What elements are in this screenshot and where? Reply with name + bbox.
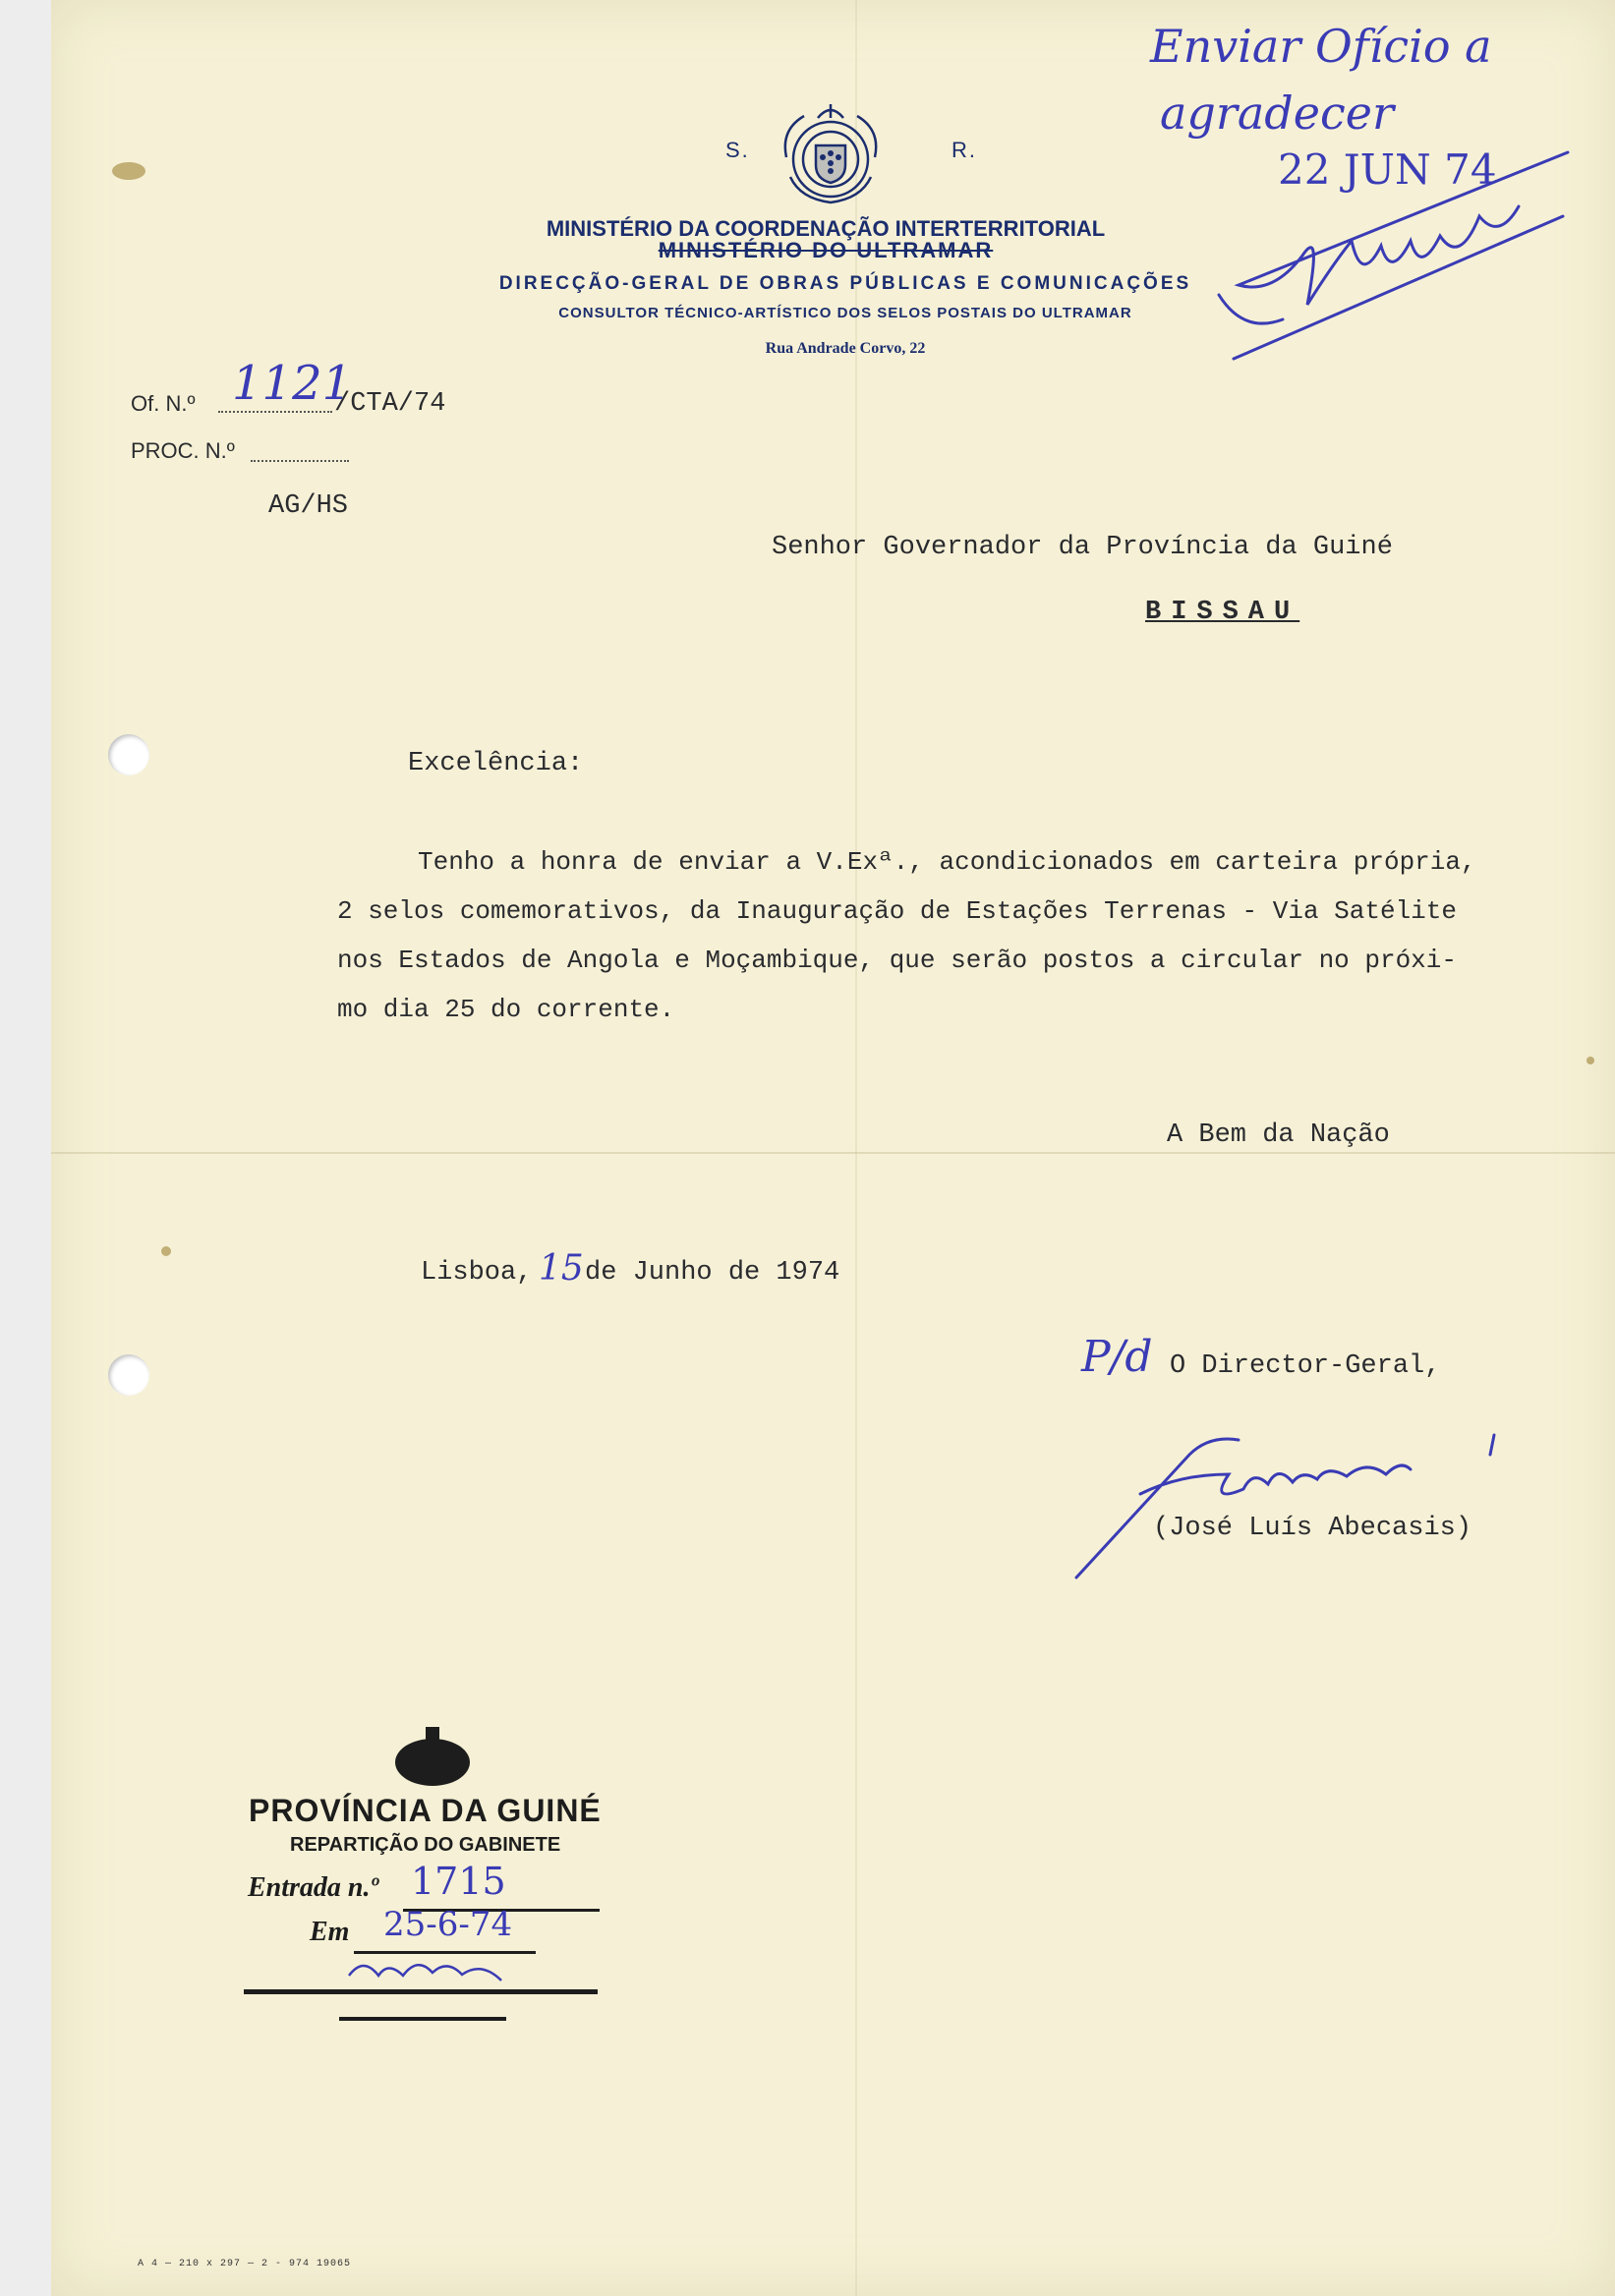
r-label: R. [952, 138, 977, 162]
of-number-suffix: /CTA/74 [334, 389, 446, 419]
ministry-struck-name: MINISTÉRIO DO ULTRAMAR [658, 238, 994, 262]
stamp-rule-long [244, 1989, 598, 1994]
salutation: Excelência: [408, 749, 584, 778]
s-label: S. [725, 138, 750, 162]
date-place: Lisboa, [421, 1258, 533, 1288]
director-title: O Director-Geral, [1170, 1351, 1441, 1381]
director-signature [1071, 1415, 1504, 1592]
of-number-underline [218, 411, 332, 413]
pd-handwritten: P/d [1081, 1332, 1153, 1382]
stain-spot-edge [1586, 1057, 1594, 1064]
of-number-label: Of. N.º [131, 391, 196, 416]
of-number-handwritten: 1121 [232, 356, 353, 411]
annotation-signature [1214, 147, 1578, 373]
punch-hole-top [108, 734, 149, 775]
stamp-emblem [388, 1725, 477, 1794]
stamp-province: PROVÍNCIA DA GUINÉ [249, 1793, 602, 1828]
coat-of-arms-emblem [777, 98, 885, 211]
stamp-on-date: 25-6-74 [383, 1905, 513, 1944]
annotation-line2: agradecer [1160, 86, 1394, 140]
initials: AG/HS [268, 491, 349, 521]
date-day-handwritten: 15 [539, 1248, 584, 1289]
address: Rua Andrade Corvo, 22 [765, 340, 926, 357]
stain-spot-small [161, 1246, 171, 1256]
paragraph-line-2: 2 selos comemorativos, da Inauguração de Estações Terrenas - Via Satélite [337, 896, 1457, 926]
date-rest: de Junho de 1974 [585, 1258, 840, 1288]
paragraph-line-3: nos Estados de Angola e Moçambique, que serão postos a circular no próxi- [337, 946, 1457, 975]
stamp-rule-short [339, 2017, 506, 2021]
paragraph-line-1: Tenho a honra de enviar a V.Exª., acondicionados em carteira própria, [418, 847, 1476, 877]
signer-name: (José Luís Abecasis) [1153, 1514, 1472, 1543]
recipient-line: Senhor Governador da Província da Guiné [772, 533, 1393, 562]
consultant-title: CONSULTOR TÉCNICO-ARTÍSTICO DOS SELOS POSTAIS DO ULTRAMAR [558, 305, 1132, 321]
stamp-entry-number: 1715 [411, 1860, 506, 1903]
annotation-date: 22 JUN 74 [1278, 145, 1497, 194]
horizontal-fold [51, 1152, 1615, 1154]
proc-number-underline [251, 460, 349, 462]
proc-number-label: PROC. N.º [131, 438, 235, 463]
closing-phrase: A Bem da Nação [1167, 1120, 1390, 1150]
punch-hole-bottom [108, 1354, 149, 1396]
ministry-current-name: MINISTÉRIO DA COORDENAÇÃO INTERTERRITORIAL [546, 216, 1106, 241]
form-code-footer: A 4 — 210 x 297 — 2 - 974 19065 [138, 2259, 352, 2269]
stamp-handwritten-initials [344, 1951, 511, 1990]
stamp-on-label: Em [310, 1917, 350, 1947]
recipient-city: BISSAU [1145, 598, 1300, 627]
directorate-name: DIRECÇÃO-GERAL DE OBRAS PÚBLICAS E COMUNICAÇÕES [498, 273, 1192, 294]
stain-spot [112, 162, 145, 180]
annotation-line1: Enviar Ofício a [1150, 20, 1492, 73]
paragraph-line-4: mo dia 25 do corrente. [337, 995, 675, 1024]
stamp-entry-label: Entrada n.º [248, 1872, 378, 1903]
stamp-department: REPARTIÇÃO DO GABINETE [290, 1834, 561, 1856]
